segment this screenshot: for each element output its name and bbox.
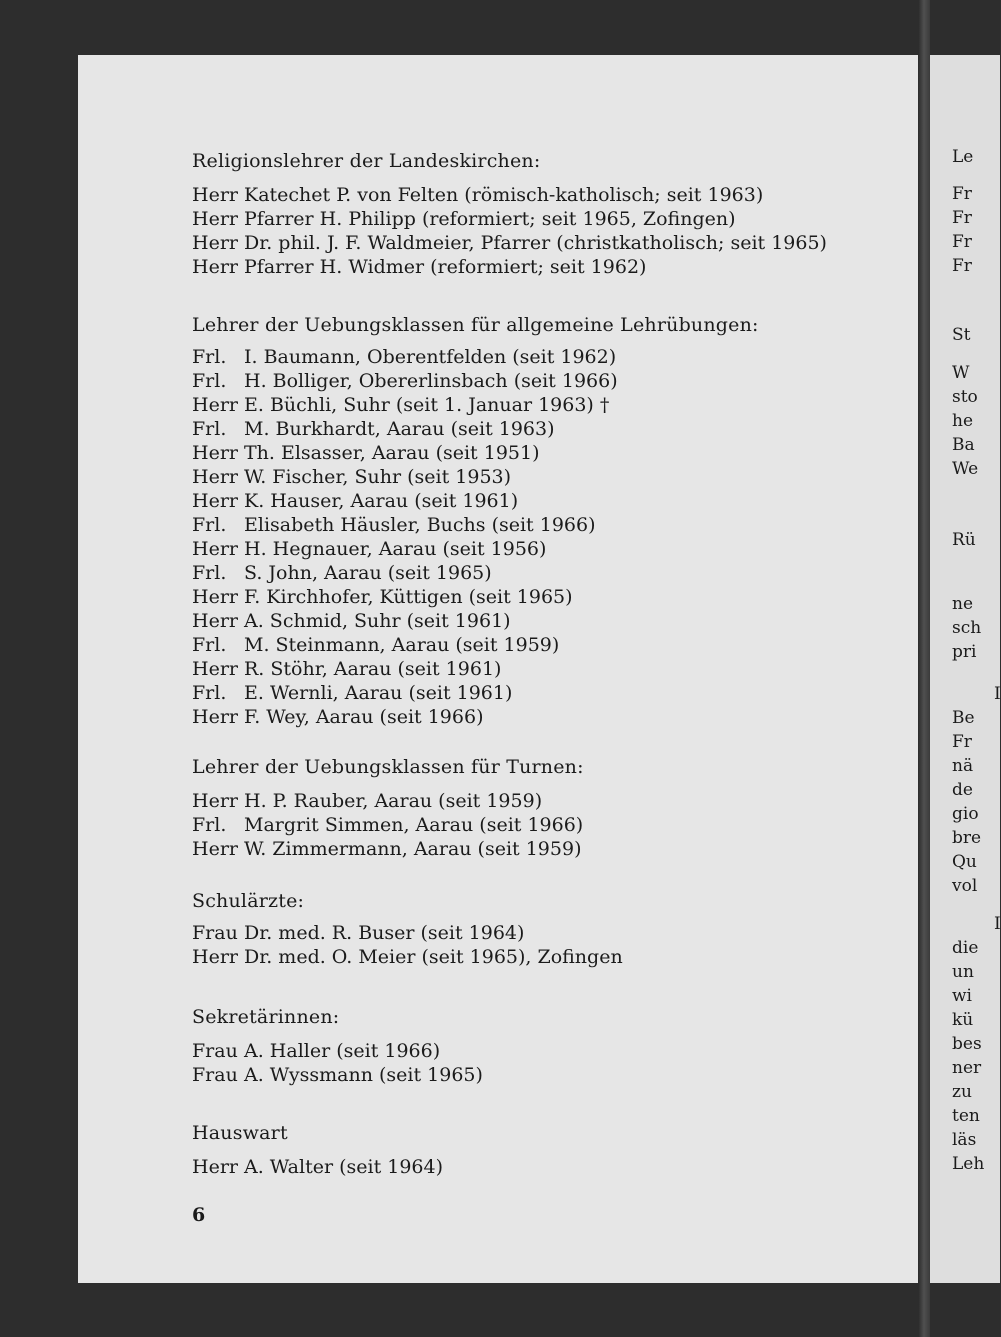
section-title-uebungsklassen: Lehrer der Uebungsklassen für allgemeine Lehrübungen: xyxy=(192,314,759,336)
section-title-hauswart: Hauswart xyxy=(192,1122,288,1144)
facing-page-fragment: Fr xyxy=(952,232,972,252)
list-item: Herr Dr. med. O. Meier (seit 1965), Zofingen xyxy=(192,946,623,968)
list-item: Herr Dr. phil. J. F. Waldmeier, Pfarrer (christkatholisch; seit 1965) xyxy=(192,232,827,254)
list-item: Frau A. Haller (seit 1966) xyxy=(192,1040,441,1062)
list-item: Frl. Margrit Simmen, Aarau (seit 1966) xyxy=(192,814,584,836)
facing-page-fragment: läs xyxy=(952,1130,977,1150)
facing-page-fragment: die xyxy=(952,938,979,958)
list-item: Herr K. Hauser, Aarau (seit 1961) xyxy=(192,490,519,512)
facing-page-fragment: ne xyxy=(952,594,974,614)
list-item: Herr E. Büchli, Suhr (seit 1. Januar 1963) † xyxy=(192,394,610,416)
section-title-sekretaerinnen: Sekretärinnen: xyxy=(192,1006,340,1028)
facing-page-fragment: de xyxy=(952,780,973,800)
facing-page-fragment: ten xyxy=(952,1106,980,1126)
facing-page-fragment: Be xyxy=(952,708,975,728)
list-item: Frl. S. John, Aarau (seit 1965) xyxy=(192,562,492,584)
facing-page-fragment: bes xyxy=(952,1034,982,1054)
facing-page-fragment: Ba xyxy=(952,435,975,455)
list-item: Herr R. Stöhr, Aarau (seit 1961) xyxy=(192,658,502,680)
section-title-schulaerzte: Schulärzte: xyxy=(192,890,305,912)
list-item: Herr Pfarrer H. Widmer (reformiert; seit 1962) xyxy=(192,256,647,278)
facing-page-fragment: Rü xyxy=(952,530,976,550)
section-title-religionslehrer: Religionslehrer der Landeskirchen: xyxy=(192,150,541,172)
list-item: Frl. M. Steinmann, Aarau (seit 1959) xyxy=(192,634,560,656)
facing-page-fragment: I xyxy=(994,914,1001,934)
list-item: Herr Katechet P. von Felten (römisch-katholisch; seit 1963) xyxy=(192,184,764,206)
facing-page-fragment: gio xyxy=(952,804,979,824)
facing-page-fragment: un xyxy=(952,962,974,982)
list-item: Herr A. Schmid, Suhr (seit 1961) xyxy=(192,610,511,632)
list-item: Frl. Elisabeth Häusler, Buchs (seit 1966) xyxy=(192,514,596,536)
facing-page-fragment: kü xyxy=(952,1010,974,1030)
facing-page-fragment: pri xyxy=(952,642,977,662)
facing-page-fragment: he xyxy=(952,411,974,431)
facing-page-fragment: nä xyxy=(952,756,974,776)
list-item: Frl. I. Baumann, Oberentfelden (seit 1962) xyxy=(192,346,617,368)
facing-page-fragment: Fr xyxy=(952,208,972,228)
list-item: Herr Pfarrer H. Philipp (reformiert; seit 1965, Zofingen) xyxy=(192,208,736,230)
list-item: Herr W. Zimmermann, Aarau (seit 1959) xyxy=(192,838,582,860)
facing-page-fragment: Le xyxy=(952,147,974,167)
list-item: Herr W. Fischer, Suhr (seit 1953) xyxy=(192,466,512,488)
facing-page-fragment: Fr xyxy=(952,256,972,276)
list-item: Herr F. Wey, Aarau (seit 1966) xyxy=(192,706,484,728)
facing-page-fragment: sch xyxy=(952,618,982,638)
list-item: Herr A. Walter (seit 1964) xyxy=(192,1156,444,1178)
facing-page-fragment: Fr xyxy=(952,732,972,752)
facing-page-fragment: We xyxy=(952,459,979,479)
facing-page-fragment: Leh xyxy=(952,1154,985,1174)
facing-page-fragment: bre xyxy=(952,828,982,848)
list-item: Frl. H. Bolliger, Obererlinsbach (seit 1966) xyxy=(192,370,618,392)
list-item: Frl. E. Wernli, Aarau (seit 1961) xyxy=(192,682,513,704)
book-gutter xyxy=(918,0,930,1337)
facing-page-fragment: Fr xyxy=(952,184,972,204)
list-item: Frau A. Wyssmann (seit 1965) xyxy=(192,1064,483,1086)
facing-page-fragment: ner xyxy=(952,1058,982,1078)
list-item: Herr F. Kirchhofer, Küttigen (seit 1965) xyxy=(192,586,573,608)
list-item: Frl. M. Burkhardt, Aarau (seit 1963) xyxy=(192,418,555,440)
facing-page-fragment: vol xyxy=(952,876,978,896)
facing-page-fragment: wi xyxy=(952,986,972,1006)
facing-page-fragment: Qu xyxy=(952,852,977,872)
list-item: Herr H. P. Rauber, Aarau (seit 1959) xyxy=(192,790,543,812)
facing-page-fragment: W xyxy=(952,363,970,383)
list-item: Herr Th. Elsasser, Aarau (seit 1951) xyxy=(192,442,540,464)
facing-page-fragment: sto xyxy=(952,387,978,407)
list-item: Frau Dr. med. R. Buser (seit 1964) xyxy=(192,922,525,944)
section-title-turnen: Lehrer der Uebungsklassen für Turnen: xyxy=(192,756,584,778)
facing-page-fragment: St xyxy=(952,325,971,345)
facing-page-fragment: zu xyxy=(952,1082,972,1102)
list-item: Herr H. Hegnauer, Aarau (seit 1956) xyxy=(192,538,547,560)
page-number: 6 xyxy=(192,1204,206,1226)
facing-page-fragment: I xyxy=(994,684,1001,704)
